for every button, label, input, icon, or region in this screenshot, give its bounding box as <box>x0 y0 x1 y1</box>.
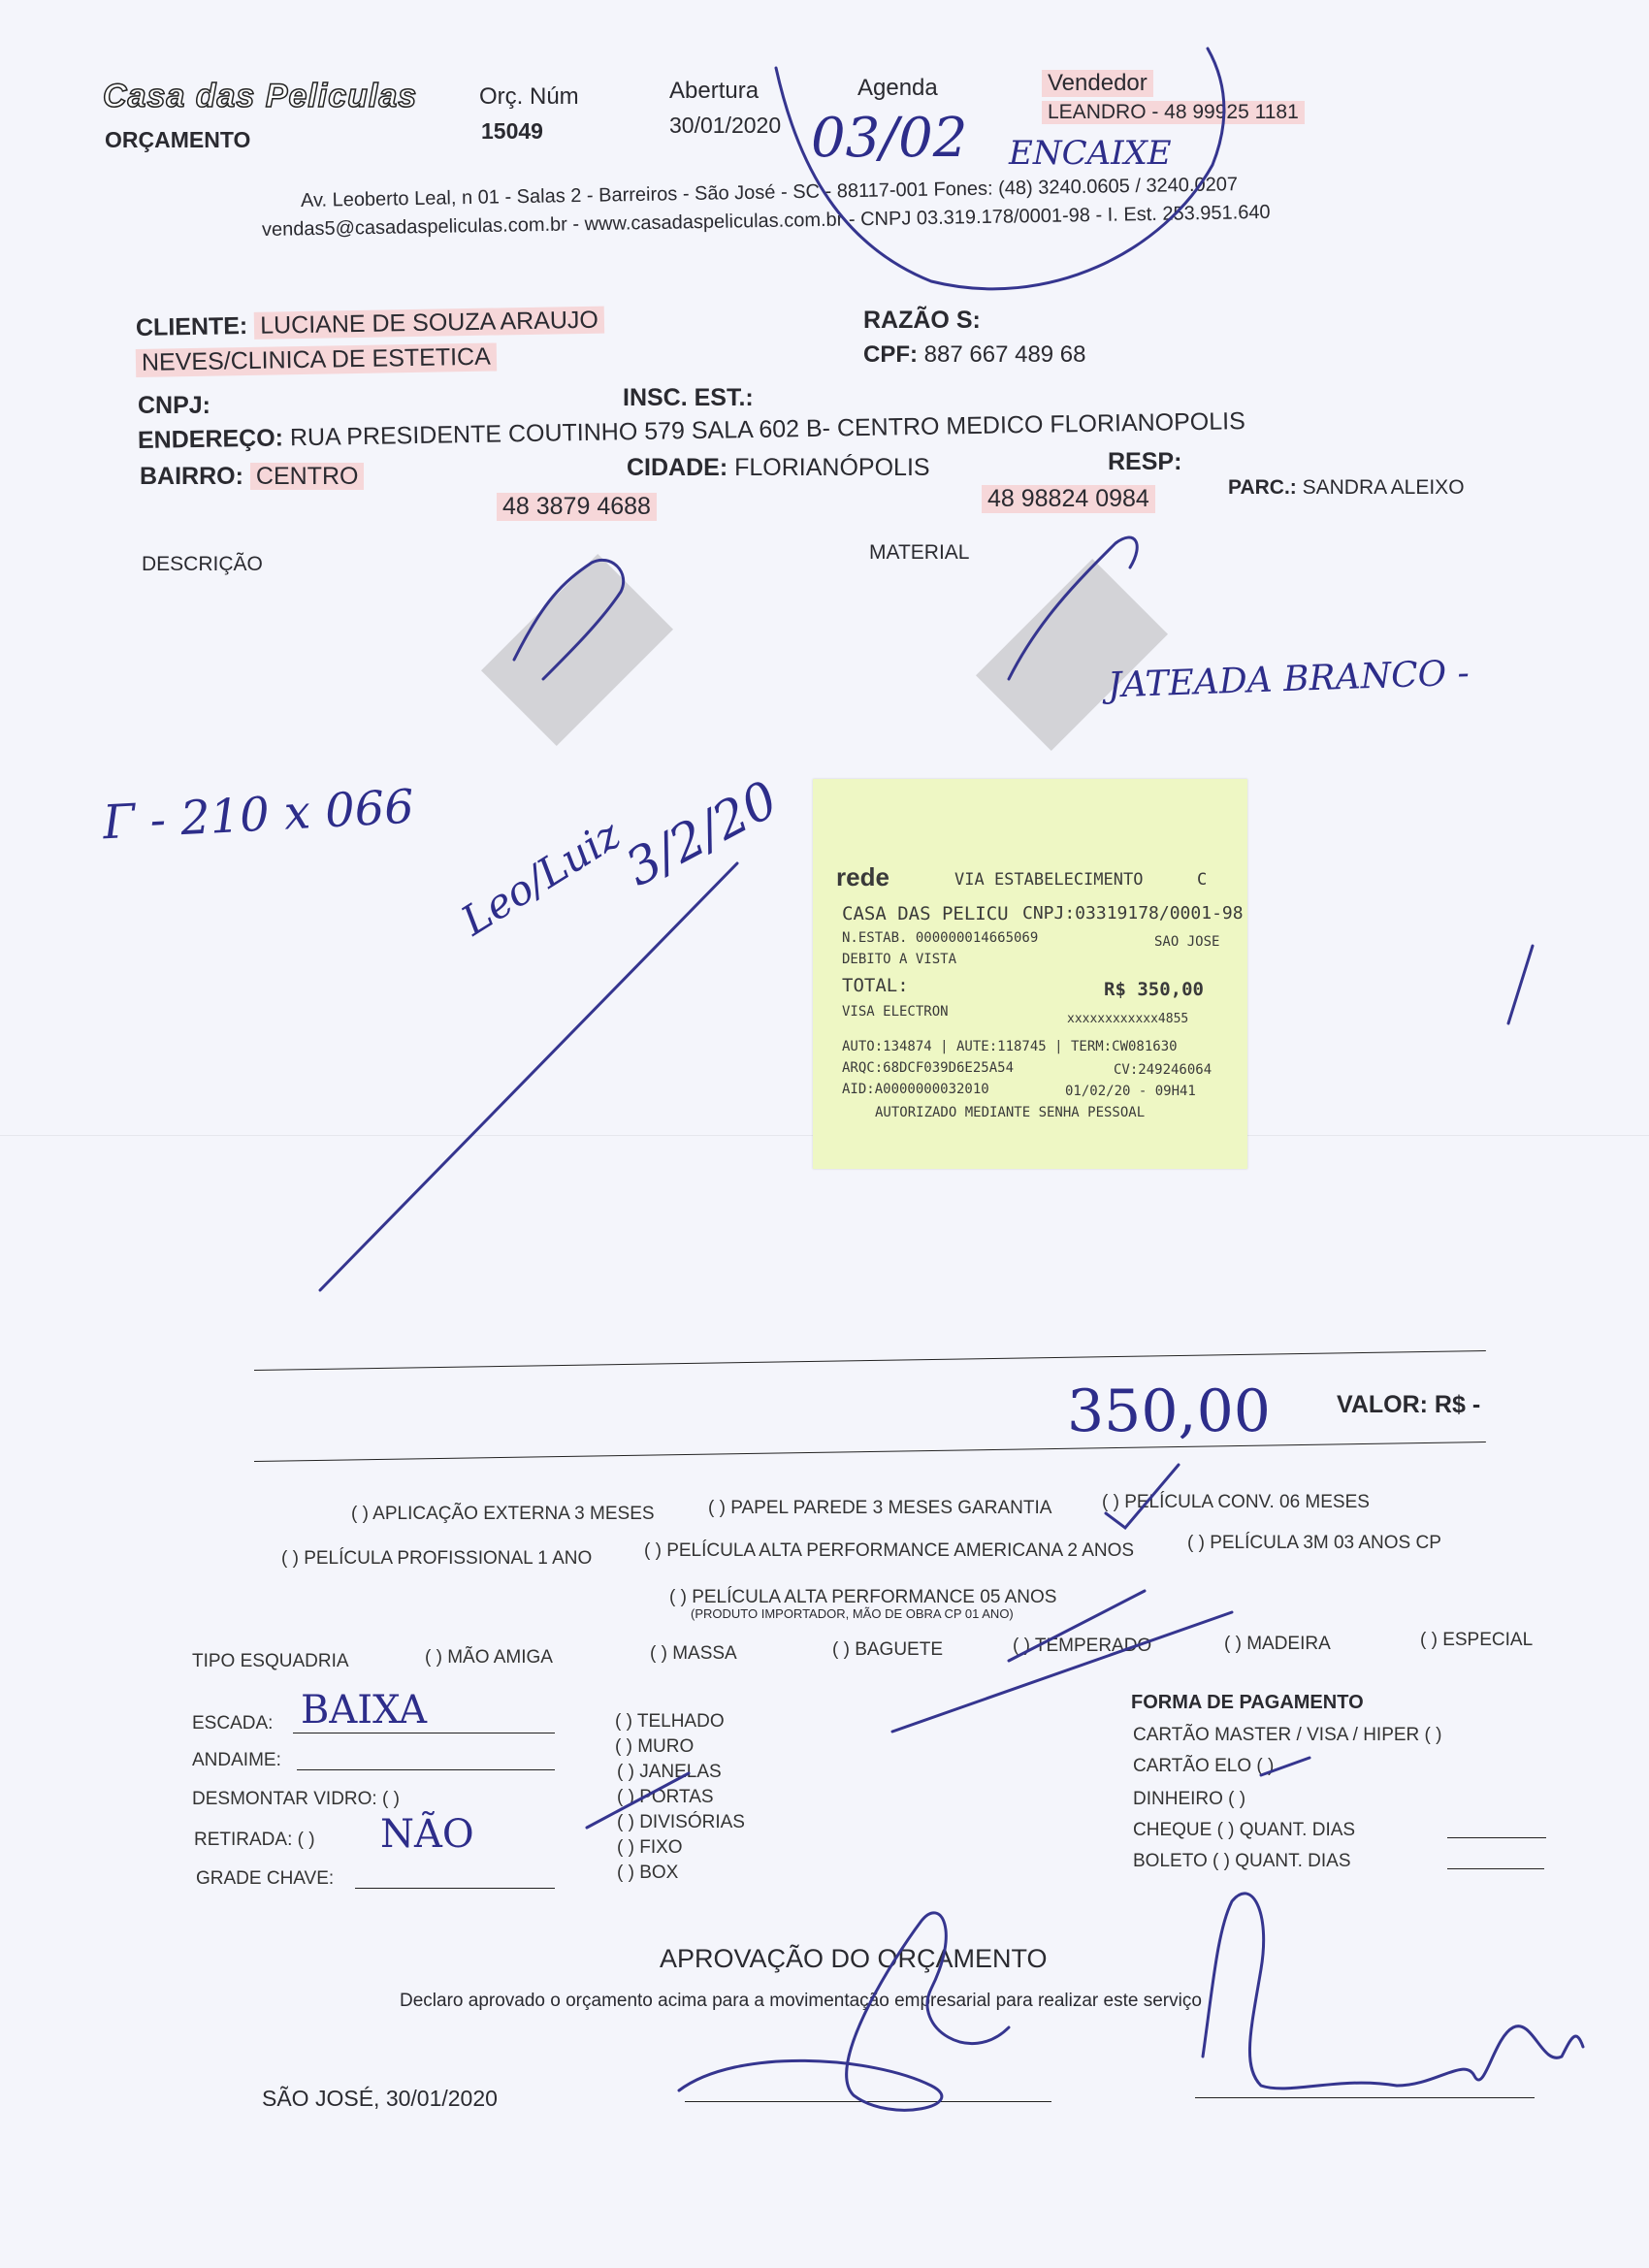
mid-option-divisorias: ( ) DIVISÓRIAS <box>617 1812 745 1832</box>
escada-handwritten: BAIXA <box>301 1688 428 1733</box>
cliente-name: LUCIANE DE SOUZA ARAUJO <box>254 307 604 340</box>
material-label: MATERIAL <box>869 541 970 564</box>
cnpj-label: CNPJ: <box>138 392 211 419</box>
option-pelicula-profissional: ( ) PELÍCULA PROFISSIONAL 1 ANO <box>281 1548 593 1569</box>
receipt-total: R$ 350,00 <box>1104 979 1204 1000</box>
doc-type: ORÇAMENTO <box>105 127 251 152</box>
vendedor: LEANDRO - 48 99925 1181 <box>1042 101 1305 124</box>
receipt-total-label: TOTAL: <box>842 975 909 996</box>
phone-1: 48 3879 4688 <box>497 493 657 521</box>
approval-date: SÃO JOSÉ, 30/01/2020 <box>262 2086 498 2111</box>
mid-option-fixo: ( ) FIXO <box>617 1837 683 1858</box>
razao-label: RAZÃO S: <box>863 307 981 334</box>
check-conv <box>1106 1465 1179 1528</box>
option-pelicula-note: (PRODUTO IMPORTADOR, MÃO DE OBRA CP 01 ANO) <box>691 1606 1014 1621</box>
option-pelicula-conv: ( ) PELÍCULA CONV. 06 MESES <box>1102 1492 1370 1512</box>
signature-company <box>679 1913 1009 2110</box>
material-handwritten: JATEADA BRANCO - <box>1107 653 1471 706</box>
cliente-name-line2: NEVES/CLINICA DE ESTETICA <box>136 343 497 377</box>
grade-chave-label: GRADE CHAVE: <box>196 1868 335 1889</box>
esquadria-massa: ( ) MASSA <box>650 1643 737 1664</box>
agenda-handwritten: 03/02 <box>811 107 968 170</box>
receipt-card-masked: xxxxxxxxxxxx4855 <box>1067 1012 1189 1026</box>
option-papel-parede: ( ) PAPEL PAREDE 3 MESES GARANTIA <box>708 1498 1052 1518</box>
receipt-payment-type: DEBITO A VISTA <box>842 952 957 967</box>
esquadria-temperado: ( ) TEMPERADO <box>1013 1636 1152 1656</box>
valor-label: VALOR: R$ - <box>1337 1391 1481 1418</box>
payment-cartao-master: CARTÃO MASTER / VISA / HIPER ( ) <box>1133 1725 1442 1745</box>
escada-label: ESCADA: <box>192 1713 274 1733</box>
mid-option-telhado: ( ) TELHADO <box>615 1711 725 1732</box>
esquadria-especial: ( ) ESPECIAL <box>1420 1630 1534 1650</box>
cidade-label: CIDADE: <box>627 454 728 481</box>
approval-title: APROVAÇÃO DO ORÇAMENTO <box>660 1944 1048 1973</box>
esquadria-diagonal <box>892 1612 1232 1732</box>
stray-mark <box>1508 946 1533 1023</box>
option-pelicula-3m: ( ) PELÍCULA 3M 03 ANOS CP <box>1187 1533 1441 1553</box>
receipt-via-code: C <box>1197 870 1208 890</box>
mid-option-portas: ( ) PORTAS <box>617 1787 714 1807</box>
option-pelicula-americana: ( ) PELÍCULA ALTA PERFORMANCE AMERICANA 2 ANOS <box>644 1540 1135 1561</box>
check-elo <box>1261 1758 1310 1775</box>
receipt-brand: rede <box>836 862 889 891</box>
cliente-label: CLIENTE: <box>135 311 248 341</box>
descricao-diagonal-line <box>320 863 737 1290</box>
receipt-cv: CV:249246064 <box>1114 1062 1212 1078</box>
signature-client <box>1203 1894 1583 2089</box>
receipt-via: VIA ESTABELECIMENTO <box>954 870 1144 890</box>
orc-num: 15049 <box>481 118 543 144</box>
receipt-card: VISA ELECTRON <box>842 1004 949 1020</box>
cidade-value: FLORIANÓPOLIS <box>734 454 930 481</box>
receipt-cnpj: CNPJ:03319178/0001-98 <box>1022 903 1244 923</box>
retirada-handwritten: NÃO <box>380 1812 474 1857</box>
receipt-auth-note: AUTORIZADO MEDIANTE SENHA PESSOAL <box>875 1105 1146 1120</box>
company-address: Av. Leoberto Leal, n 01 - Salas 2 - Barreiros - São José - SC - 88117-001 Fones: (48) 3240.0605 / 3240.0207 <box>300 174 1239 211</box>
agenda-label: Agenda <box>857 75 938 101</box>
initials-handwritten: Leo/Luiz <box>452 810 629 945</box>
receipt-datetime: 01/02/20 - 09H41 <box>1065 1084 1196 1099</box>
abertura-date: 30/01/2020 <box>669 113 782 138</box>
measure-handwritten: Γ - 210 x 066 <box>101 779 416 851</box>
receipt-city: SAO JOSE <box>1154 934 1220 950</box>
check-portas <box>587 1773 689 1828</box>
initial-scribble-left <box>514 560 624 679</box>
bairro-value: CENTRO <box>250 463 365 490</box>
esquadria-baguete: ( ) BAGUETE <box>832 1639 944 1660</box>
mid-option-muro: ( ) MURO <box>615 1736 695 1757</box>
receipt-merchant: CASA DAS PELICU <box>842 903 1009 924</box>
payment-dinheiro: DINHEIRO ( ) <box>1133 1789 1246 1809</box>
esquadria-madeira: ( ) MADEIRA <box>1224 1634 1331 1654</box>
descricao-label: DESCRIÇÃO <box>142 553 263 575</box>
retirada-label: RETIRADA: ( ) <box>194 1830 315 1850</box>
desmontar-label: DESMONTAR VIDRO: ( ) <box>192 1789 400 1809</box>
receipt-auto-line: AUTO:134874 | AUTE:118745 | TERM:CW081630 <box>842 1039 1178 1054</box>
payment-title: FORMA DE PAGAMENTO <box>1131 1692 1364 1713</box>
esquadria-mao-amiga: ( ) MÃO AMIGA <box>425 1647 553 1668</box>
resp-label: RESP: <box>1108 448 1182 475</box>
phone-2: 48 98824 0984 <box>982 485 1155 513</box>
cpf-value: 887 667 489 68 <box>923 341 1086 368</box>
valor-handwritten: 350,00 <box>1067 1377 1271 1445</box>
mid-option-janelas: ( ) JANELAS <box>617 1762 722 1782</box>
payment-cartao-elo: CARTÃO ELO ( ) <box>1133 1756 1275 1776</box>
endereco-value: RUA PRESIDENTE COUTINHO 579 SALA 602 B- CENTRO MEDICO FLORIANOPOLIS <box>289 407 1245 452</box>
parc-value: SANDRA ALEIXO <box>1302 476 1465 499</box>
abertura-label: Abertura <box>669 78 760 104</box>
brand-logo: Casa das Peliculas <box>103 78 418 114</box>
receipt-aid: AID:A0000000032010 <box>842 1082 989 1097</box>
agenda-circle-stroke <box>776 49 1224 289</box>
company-contact: vendas5@casadaspeliculas.com.br - www.casadaspeliculas.com.br - CNPJ 03.319.178/0001-98 - I. Est. 253.951.640 <box>261 201 1271 241</box>
option-aplicacao-externa: ( ) APLICAÇÃO EXTERNA 3 MESES <box>351 1504 655 1524</box>
receipt-n-estab: N.ESTAB. 000000014665069 <box>842 930 1039 946</box>
bairro-label: BAIRRO: <box>140 463 243 490</box>
date-handwritten: 3/2/20 <box>616 770 788 898</box>
approval-text: Declaro aprovado o orçamento acima para a movimentação empresarial para realizar este serviço <box>400 1991 1202 2011</box>
agenda-note: ENCAIXE <box>1009 134 1172 173</box>
insc-label: INSC. EST.: <box>623 384 754 411</box>
payment-cheque: CHEQUE ( ) QUANT. DIAS <box>1133 1820 1356 1840</box>
vendedor-label: Vendedor <box>1042 70 1153 97</box>
option-pelicula-alta-performance: ( ) PELÍCULA ALTA PERFORMANCE 05 ANOS <box>669 1587 1057 1607</box>
initial-scribble-right <box>1009 537 1137 679</box>
mid-option-box: ( ) BOX <box>617 1863 679 1883</box>
cpf-label: CPF: <box>863 341 918 368</box>
parc-label: PARC.: <box>1228 476 1297 499</box>
orc-num-label: Orç. Núm <box>479 83 579 110</box>
payment-boleto: BOLETO ( ) QUANT. DIAS <box>1133 1851 1351 1871</box>
esquadria-label: TIPO ESQUADRIA <box>192 1651 349 1671</box>
andaime-label: ANDAIME: <box>192 1750 281 1770</box>
receipt-arqc: ARQC:68DCF039D6E25A54 <box>842 1060 1015 1076</box>
endereco-label: ENDEREÇO: <box>137 424 284 454</box>
